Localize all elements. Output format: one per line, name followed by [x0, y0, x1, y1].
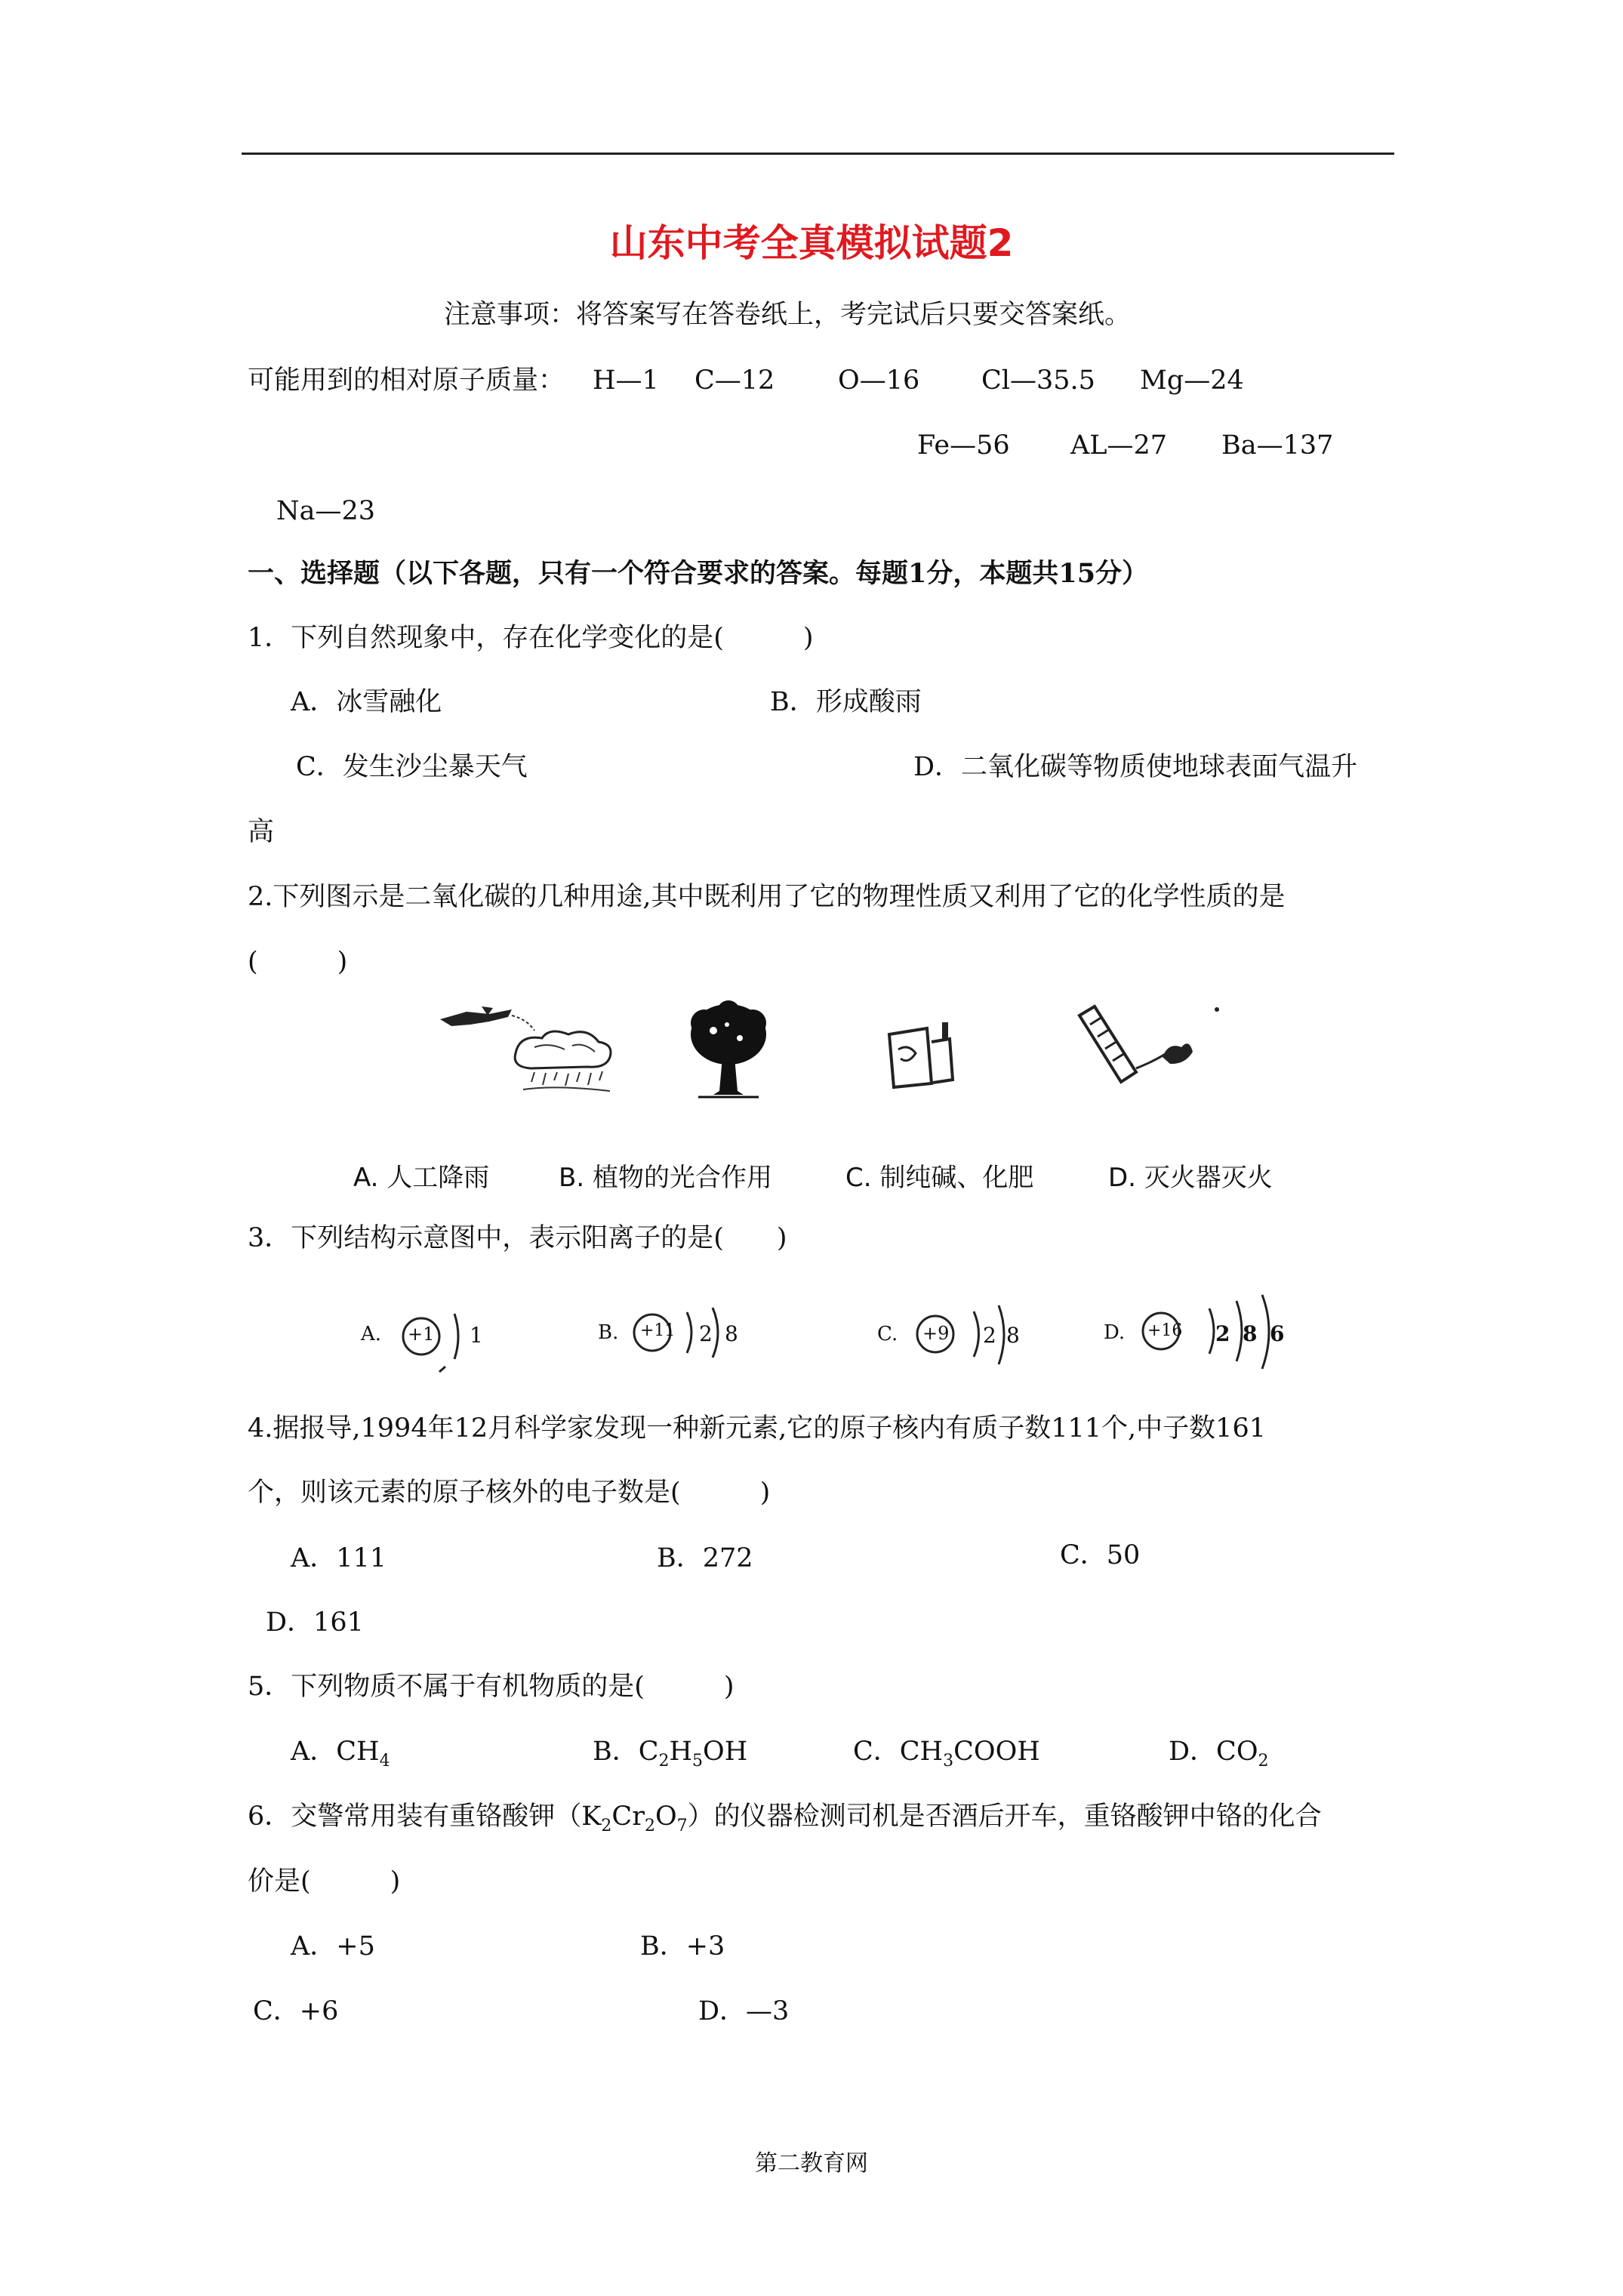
diagram-d-shell-1: 2 — [1215, 1321, 1230, 1346]
notice: 注意事项：将答案写在答卷纸上，考完试后只要交答案纸。 — [444, 300, 1132, 330]
q4-option-d: D．161 — [266, 1607, 364, 1638]
footer: 第二教育网 — [755, 2150, 868, 2177]
q4-option-c: C．50 — [1060, 1540, 1141, 1570]
atomic-mass-item: H—1 — [593, 365, 659, 396]
q1-option-b: B．形成酸雨 — [770, 687, 922, 717]
diagram-d-shell-2: 8 — [1243, 1321, 1258, 1346]
q4-option-b: B．272 — [657, 1543, 753, 1573]
diagram-d-shell-3: 6 — [1270, 1321, 1285, 1346]
diagram-c-nucleus: +9 — [922, 1323, 950, 1344]
diagram-a-nucleus: +1 — [408, 1324, 435, 1345]
diagram-d-label: D. — [1104, 1321, 1126, 1344]
q5-option-c: C．$CH_3COOH$ — [853, 1737, 1040, 1771]
q2-caption-c: C. 制纯碱、化肥 — [845, 1163, 1034, 1193]
diagram-c-label: C. — [877, 1323, 898, 1345]
soda-fertilizer-image — [882, 1012, 965, 1095]
q1-option-c: C．发生沙尘暴天气 — [296, 752, 528, 782]
q1-option-d-cont: 高 — [248, 817, 275, 847]
atomic-mass-item: Na—23 — [276, 496, 376, 526]
q2-stem: 2.下列图示是二氧化碳的几种用途,其中既利用了它的物理性质又利用了它的化学性质的是 — [248, 882, 1286, 912]
q5-stem: 5．下列物质不属于有机物质的是( ) — [248, 1672, 735, 1702]
atomic-mass-label: 可能用到的相对原子质量： — [248, 365, 565, 396]
diagram-c-shell-2: 8 — [1006, 1323, 1020, 1348]
q5-option-b: B．$C_2H_5OH$ — [593, 1737, 748, 1771]
q6-option-c: C．+6 — [253, 1996, 339, 2026]
diagram-a-label: A. — [361, 1323, 382, 1345]
q3-stem: 3．下列结构示意图中，表示阳离子的是( ) — [248, 1223, 787, 1253]
atomic-mass-item: C—12 — [694, 365, 775, 396]
diagram-d-nucleus: +16 — [1147, 1321, 1183, 1340]
q4-line-2: 个，则该元素的原子核外的电子数是( ) — [248, 1478, 771, 1508]
diagram-b-shell-2: 8 — [725, 1321, 738, 1346]
atomic-mass-item: Ba—137 — [1221, 430, 1334, 461]
q2-caption-a: A. 人工降雨 — [353, 1163, 490, 1193]
q6-line-2: 价是( ) — [248, 1866, 401, 1897]
fire-extinguisher-image — [1072, 1000, 1223, 1099]
section-heading: 一、选择题（以下各题，只有一个符合要求的答案。每题1分，本题共15分） — [248, 558, 1149, 589]
q1-option-d: D．二氧化碳等物质使地球表面气温升 — [913, 752, 1358, 782]
diagram-a-shell: 1 — [470, 1323, 483, 1348]
atomic-mass-item: Mg—24 — [1140, 365, 1244, 396]
q5-option-d: D．$CO_2$ — [1169, 1737, 1269, 1771]
q2-caption-d: D. 灭火器灭火 — [1108, 1163, 1273, 1193]
diagram-b-nucleus: +11 — [640, 1321, 676, 1340]
atomic-mass-item: AL—27 — [1070, 430, 1168, 461]
q2-caption-b: B. 植物的光合作用 — [559, 1163, 772, 1193]
q2-paren: ( ) — [248, 947, 348, 977]
top-rule — [242, 153, 1394, 155]
diagram-b-shell-1: 2 — [699, 1321, 713, 1346]
q1-option-a: A．冰雪融化 — [291, 687, 442, 717]
artificial-rain-image — [436, 1000, 617, 1099]
q6-option-a: A．+5 — [291, 1931, 375, 1962]
atomic-mass-item: Cl—35.5 — [981, 365, 1095, 396]
diagram-c-shell-1: 2 — [983, 1323, 996, 1348]
page-title: 山东中考全真模拟试题2 — [609, 221, 1014, 265]
q6-option-b: B．+3 — [640, 1931, 725, 1962]
q1-stem: 1．下列自然现象中，存在化学变化的是( ) — [248, 623, 814, 653]
q4-option-a: A．111 — [291, 1543, 387, 1573]
q5-option-a: A．$CH_4$ — [291, 1737, 390, 1771]
q4-line-1: 4.据报导,1994年12月科学家发现一种新元素,它的原子核内有质子数111个,中子数161 — [248, 1413, 1266, 1444]
atomic-mass-item: O—16 — [838, 365, 920, 396]
diagram-b-label: B. — [598, 1321, 619, 1344]
q6-option-d: D．—3 — [698, 1996, 790, 2026]
atomic-mass-item: Fe—56 — [917, 430, 1010, 461]
q6-line-1: 6．交警常用装有重铬酸钾$(K_2Cr_2O_7)$的仪器检测司机是否酒后开车，重铬酸钾中铬的化合 — [248, 1801, 1322, 1835]
tree-image — [683, 1000, 774, 1106]
